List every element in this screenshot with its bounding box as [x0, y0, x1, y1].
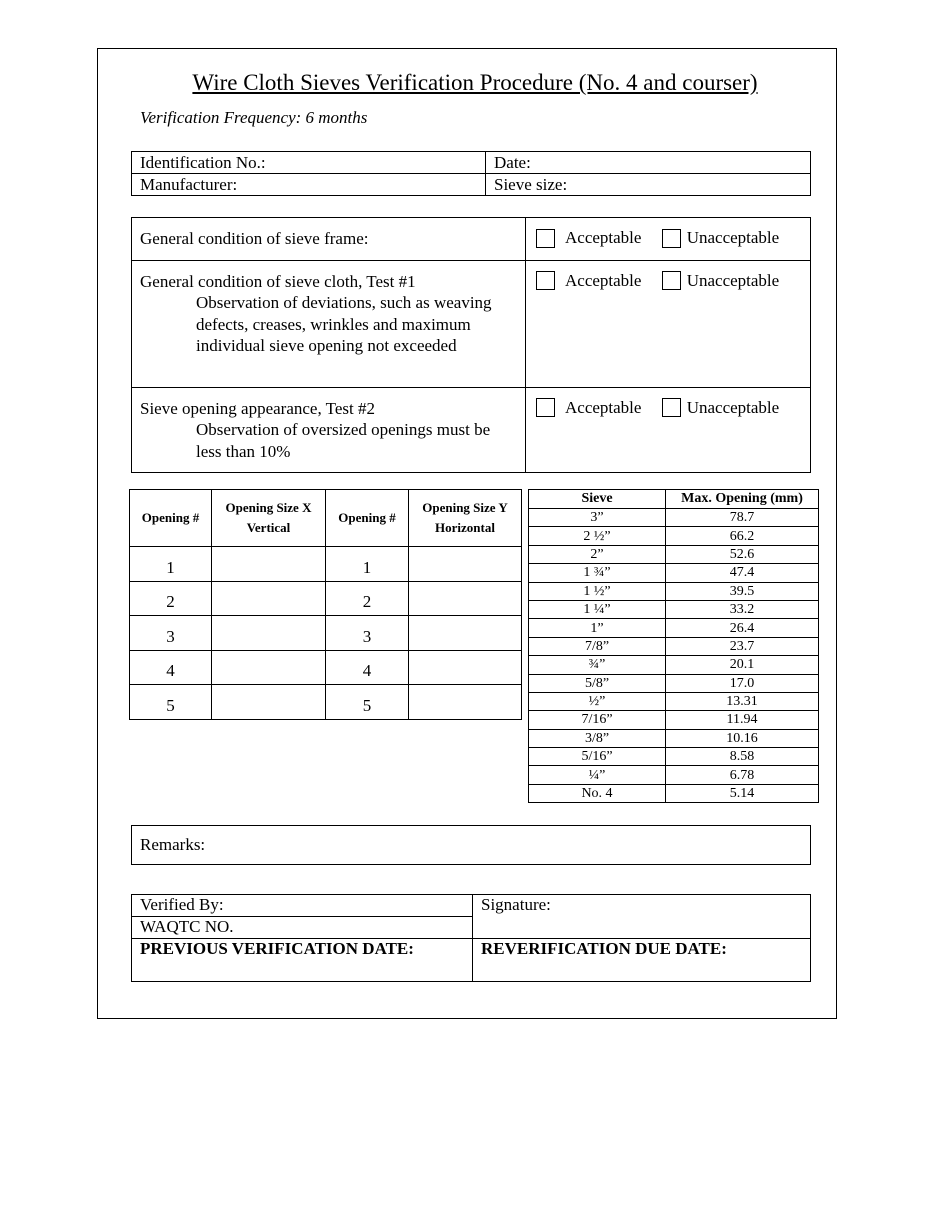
opening-appearance-options: Acceptable Unacceptable: [526, 387, 811, 473]
sieve-size-cell: No. 4: [529, 784, 666, 802]
identification-field[interactable]: Identification No.:: [132, 152, 486, 174]
manufacturer-field[interactable]: Manufacturer:: [132, 174, 486, 196]
table-row: [529, 527, 819, 545]
table-row: 4 4: [130, 650, 522, 685]
size-y-input[interactable]: [409, 685, 522, 720]
table-row: [529, 509, 819, 527]
frame-acceptable-checkbox[interactable]: [536, 229, 555, 248]
openings-table: [129, 489, 522, 720]
max-opening-cell: 6.78: [666, 766, 819, 784]
sieve-size-cell: ¾”: [529, 656, 666, 674]
max-opening-cell: 78.7: [666, 509, 819, 527]
sieve-size-cell: 7/16”: [529, 711, 666, 729]
table-row: [529, 600, 819, 618]
sieve-size-cell: 5/16”: [529, 748, 666, 766]
max-opening-cell: 39.5: [666, 582, 819, 600]
table-row: [529, 637, 819, 655]
table-row: [529, 582, 819, 600]
form-title: Wire Cloth Sieves Verification Procedure (No. 4 and courser): [192, 70, 758, 95]
remarks-field[interactable]: Remarks:: [131, 825, 811, 865]
sieve-size-cell: 2”: [529, 545, 666, 563]
sieve-size-cell: 7/8”: [529, 637, 666, 655]
max-opening-cell: 10.16: [666, 729, 819, 747]
sieve-size-cell: 2 ½”: [529, 527, 666, 545]
sieve-size-cell: 1 ¼”: [529, 600, 666, 618]
sieve-size-cell: 1”: [529, 619, 666, 637]
table-row: 1 1: [130, 547, 522, 582]
opening-number-header: Opening #: [326, 490, 409, 547]
size-x-input[interactable]: [212, 616, 326, 651]
condition-table: [131, 217, 811, 473]
size-y-input[interactable]: [409, 581, 522, 616]
opening-size-y-header: Opening Size Y Horizontal: [409, 490, 522, 547]
max-opening-cell: 8.58: [666, 748, 819, 766]
cloth-acceptable-checkbox[interactable]: [536, 271, 555, 290]
max-opening-cell: 11.94: [666, 711, 819, 729]
cloth-unacceptable-checkbox[interactable]: [662, 271, 681, 290]
size-x-input[interactable]: [212, 650, 326, 685]
sieve-size-cell: ½”: [529, 692, 666, 710]
opening-number-header: Opening #: [130, 490, 212, 547]
sieve-size-cell: 5/8”: [529, 674, 666, 692]
max-opening-cell: 23.7: [666, 637, 819, 655]
max-opening-cell: 26.4: [666, 619, 819, 637]
max-opening-header: Max. Opening (mm): [666, 490, 819, 509]
frame-condition-label: General condition of sieve frame:: [132, 218, 526, 261]
opening-appearance-label: Sieve opening appearance, Test #2 Observation of oversized openings must be less than 10%: [132, 387, 526, 473]
table-row: 2 2: [130, 581, 522, 616]
table-row: [529, 619, 819, 637]
opening-size-x-header: Opening Size X Vertical: [212, 490, 326, 547]
max-opening-cell: 5.14: [666, 784, 819, 802]
table-row: [529, 674, 819, 692]
frame-condition-options: Acceptable Unacceptable: [526, 218, 811, 261]
table-row: [529, 729, 819, 747]
sieve-size-cell: 3”: [529, 509, 666, 527]
max-opening-cell: 47.4: [666, 564, 819, 582]
verified-by-field[interactable]: Verified By:: [132, 895, 473, 917]
sieve-size-field[interactable]: Sieve size:: [486, 174, 811, 196]
cloth-condition-options: Acceptable Unacceptable: [526, 260, 811, 387]
signature-field[interactable]: Signature:: [473, 895, 811, 939]
table-row: [529, 564, 819, 582]
sieve-size-cell: 1 ¾”: [529, 564, 666, 582]
table-row: [529, 692, 819, 710]
frame-unacceptable-checkbox[interactable]: [662, 229, 681, 248]
max-opening-cell: 52.6: [666, 545, 819, 563]
sieve-header: Sieve: [529, 490, 666, 509]
previous-verification-date[interactable]: PREVIOUS VERIFICATION DATE:: [132, 939, 473, 982]
size-y-input[interactable]: [409, 547, 522, 582]
table-row: 5 5: [130, 685, 522, 720]
table-row: [529, 545, 819, 563]
table-row: 3 3: [130, 616, 522, 651]
max-opening-cell: 13.31: [666, 692, 819, 710]
table-row: [529, 766, 819, 784]
verification-frequency: Verification Frequency: 6 months: [140, 108, 368, 127]
waqtc-number-field[interactable]: WAQTC NO.: [132, 917, 473, 939]
size-y-input[interactable]: [409, 650, 522, 685]
table-row: [529, 784, 819, 802]
size-y-input[interactable]: [409, 616, 522, 651]
max-opening-cell: 33.2: [666, 600, 819, 618]
reverification-due-date[interactable]: REVERIFICATION DUE DATE:: [473, 939, 811, 982]
table-row: [529, 656, 819, 674]
table-row: [529, 748, 819, 766]
opening-acceptable-checkbox[interactable]: [536, 398, 555, 417]
opening-unacceptable-checkbox[interactable]: [662, 398, 681, 417]
date-field[interactable]: Date:: [486, 152, 811, 174]
max-opening-cell: 17.0: [666, 674, 819, 692]
sieve-max-opening-table: [528, 489, 819, 803]
max-opening-cell: 66.2: [666, 527, 819, 545]
size-x-input[interactable]: [212, 581, 326, 616]
sieve-size-cell: ¼”: [529, 766, 666, 784]
max-opening-cell: 20.1: [666, 656, 819, 674]
sieve-size-cell: 1 ½”: [529, 582, 666, 600]
size-x-input[interactable]: [212, 547, 326, 582]
sieve-size-cell: 3/8”: [529, 729, 666, 747]
identification-table: [131, 151, 811, 196]
size-x-input[interactable]: [212, 685, 326, 720]
cloth-condition-label: General condition of sieve cloth, Test #1 Observation of deviations, such as weaving defects, creases, wrinkles and maximum individual sieve opening not exceeded: [132, 260, 526, 387]
verification-footer: [131, 894, 811, 982]
table-row: [529, 711, 819, 729]
